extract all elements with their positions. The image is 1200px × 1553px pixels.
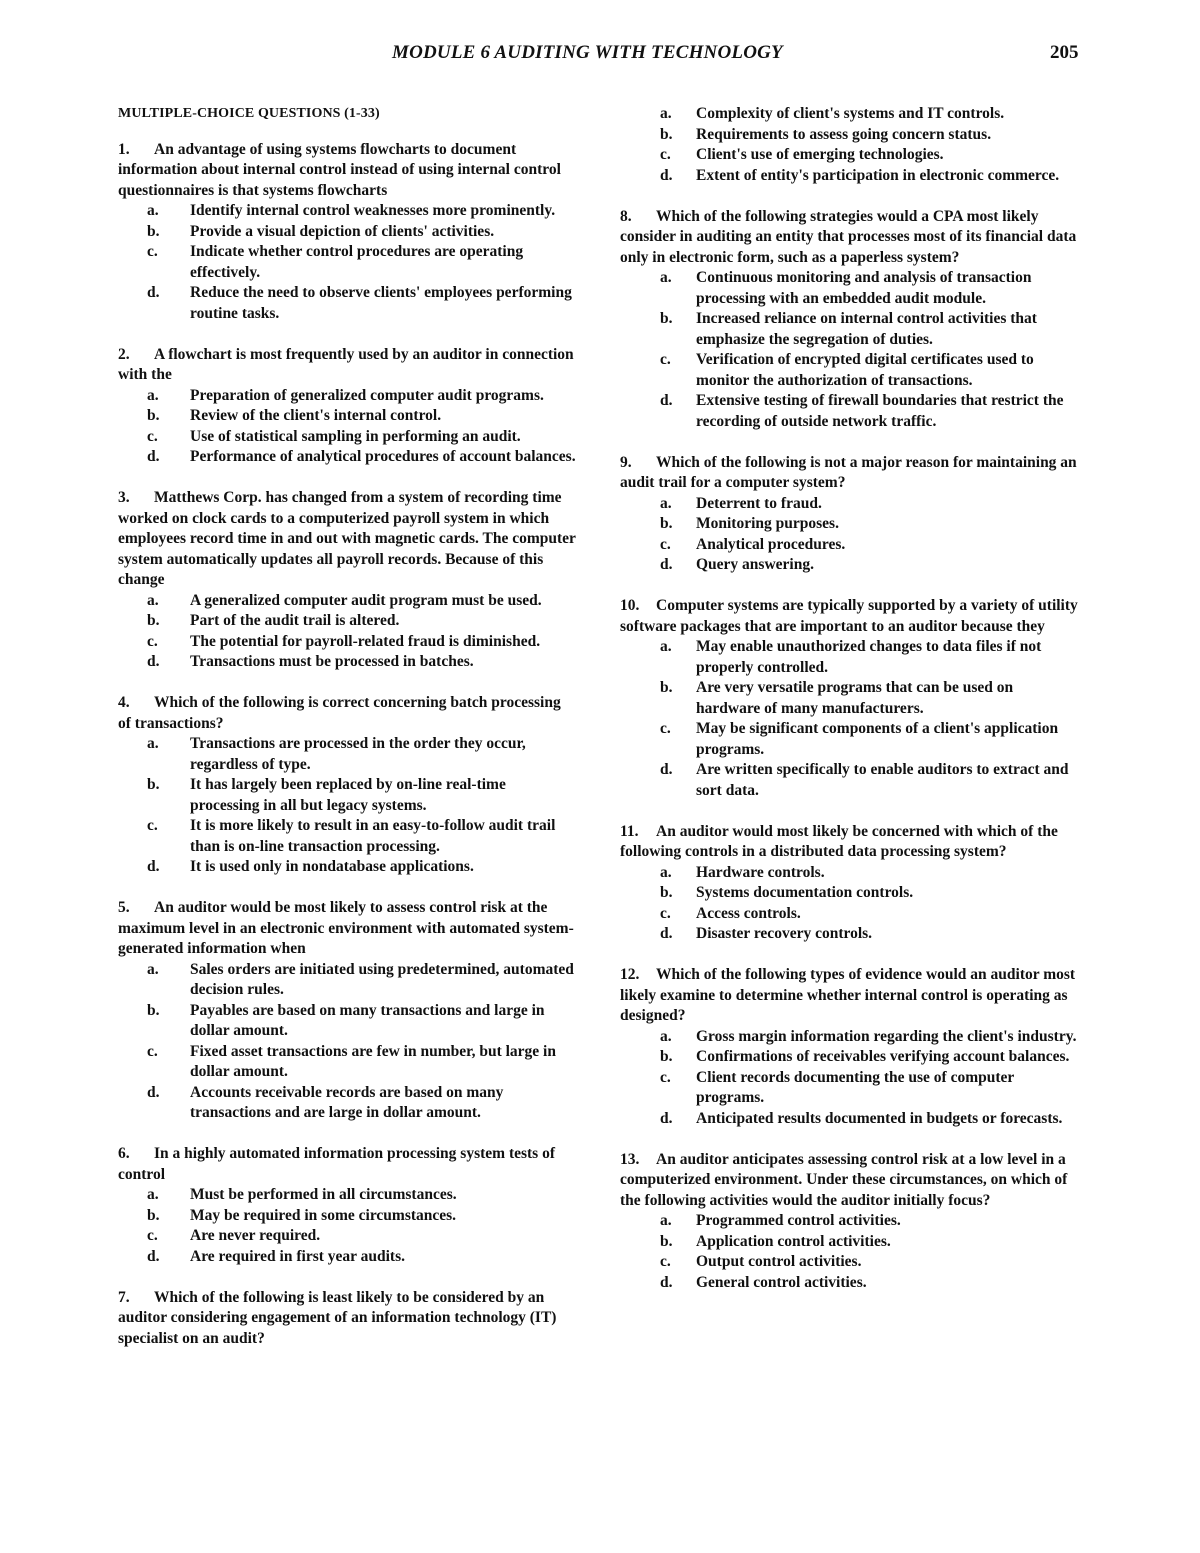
answer-options [118,960,576,1124]
option-text: Transactions are processed in the order they occur, regardless of type. [190,735,526,773]
question-stem [620,965,1080,1027]
question-number: 3. [118,489,130,506]
option-letter: c. [660,1068,671,1086]
answer-option [620,555,1080,576]
answer-option [118,283,576,324]
option-letter: b. [660,1048,673,1065]
question-stem [118,1288,576,1350]
question [620,207,1080,433]
option-letter: b. [147,1206,160,1224]
answer-option [118,427,576,448]
option-letter: c. [147,817,158,834]
answer-option [620,391,1080,432]
question [118,1288,576,1350]
answer-option [118,652,576,673]
option-text: Monitoring purposes. [696,515,839,532]
answer-options [620,637,1080,801]
question-text: Which of the following is correct concerning batch processing of transactions? [118,694,561,732]
option-text: Output control activities. [696,1253,862,1270]
question [118,1144,576,1267]
question-stem [620,596,1080,637]
question-number: 12. [620,966,640,983]
question-number: 13. [620,1150,640,1168]
option-text: It is more likely to result in an easy-to-follow audit trail than is on-line transaction processing. [190,817,556,855]
question-text: A flowchart is most frequently used by an auditor in connection with the [118,345,574,383]
option-letter: c. [660,1253,671,1270]
option-letter: d. [147,1083,160,1101]
option-letter: b. [660,884,673,901]
answer-options [118,201,576,324]
answer-options [118,591,576,673]
question [118,898,576,1124]
option-text: May enable unauthorized changes to data files if not properly controlled. [696,638,1042,676]
answer-option [620,494,1080,515]
option-text: Are required in first year audits. [190,1247,405,1265]
option-text: Are written specifically to enable auditors to extract and sort data. [696,761,1069,799]
option-text: Are never required. [190,1227,321,1244]
answer-option [620,719,1080,760]
answer-option [620,535,1080,556]
answer-option [620,904,1080,925]
option-letter: b. [147,776,160,793]
option-text: It has largely been replaced by on-line real-time processing in all but legacy systems. [190,776,506,814]
option-letter: d. [660,1109,673,1127]
option-letter: a. [147,735,159,752]
option-text: Identify internal control weaknesses more prominently. [190,202,556,219]
question [620,965,1080,1129]
answer-option [118,816,576,857]
option-text: Client records documenting the use of computer programs. [696,1068,1015,1106]
answer-option [620,637,1080,678]
option-letter: d. [660,925,673,942]
option-letter: d. [147,1247,160,1265]
answer-option [118,447,576,468]
option-letter: a. [660,105,672,122]
option-letter: a. [147,591,159,609]
question-number: 10. [620,597,640,614]
answer-option [620,760,1080,801]
answer-option [118,222,576,243]
option-text: Systems documentation controls. [696,884,914,901]
option-letter: a. [660,638,672,655]
option-text: Sales orders are initiated using predetermined, automated decision rules. [190,960,574,998]
answer-option [118,1083,576,1124]
option-letter: a. [147,1186,159,1203]
question-text: An auditor would most likely be concerned with which of the following controls in a distributed data processing system? [620,822,1058,860]
answer-option [620,1047,1080,1068]
answer-option [620,166,1080,187]
option-text: Extent of entity's participation in electronic commerce. [696,166,1060,184]
answer-option [118,242,576,283]
option-text: A generalized computer audit program must be used. [190,591,542,609]
answer-option [620,104,1080,125]
section-heading: MULTIPLE-CHOICE QUESTIONS (1-33) [118,106,380,121]
option-text: It is used only in nondatabase applications. [190,858,474,875]
option-text: Continuous monitoring and analysis of transaction processing with an embedded audit module. [696,269,1032,307]
answer-option [620,1027,1080,1048]
answer-option [118,1001,576,1042]
option-letter: b. [147,222,160,240]
question-stem [118,345,576,386]
answer-options [620,863,1080,945]
answer-options [118,1185,576,1267]
option-letter: a. [660,863,672,881]
question-text: Which of the following is least likely to be considered by an auditor considering engagement of an information technology (IT) specialist on an audit? [118,1288,557,1347]
question-stem [118,140,576,202]
question [118,693,576,878]
answer-option [118,1206,576,1227]
answer-options [620,494,1080,576]
answer-option [620,350,1080,391]
question-text: An advantage of using systems flowcharts to document information about internal control instead of using internal control questionnaires is that systems flowcharts [118,140,561,199]
option-letter: a. [660,269,672,286]
option-text: Preparation of generalized computer audit programs. [190,386,544,404]
answer-option [118,611,576,632]
answer-option [118,775,576,816]
answer-option [620,1273,1080,1294]
option-text: Client's use of emerging technologies. [696,146,944,163]
option-letter: d. [660,556,673,573]
answer-option [118,201,576,222]
answer-options [118,734,576,878]
right-column [620,104,1080,1314]
question-text: Matthews Corp. has changed from a system of recording time worked on clock cards to a computerized payroll system in which employees record time in and out with magnetic cards. The computer system automatically updates all payroll records. Because of this change [118,489,576,588]
option-text: Complexity of client's systems and IT controls. [696,105,1005,122]
option-text: Payables are based on many transactions and large in dollar amount. [190,1001,545,1039]
option-text: Use of statistical sampling in performing an audit. [190,427,521,445]
answer-option [620,1232,1080,1253]
question [118,345,576,468]
option-letter: c. [147,1227,158,1244]
question-number: 5. [118,899,130,916]
question-stem [620,453,1080,494]
option-letter: b. [147,1001,160,1019]
option-text: Fixed asset transactions are few in number, but large in dollar amount. [190,1042,556,1080]
option-letter: d. [660,761,673,778]
question-text: Computer systems are typically supported by a variety of utility software packages that are important to an auditor because they [620,597,1078,635]
question-stem [118,488,576,591]
answer-option [118,632,576,653]
answer-option [118,406,576,427]
option-letter: c. [147,1042,158,1060]
answer-options [620,1211,1080,1293]
option-letter: b. [660,515,673,532]
answer-options [620,1027,1080,1130]
question-text: Which of the following is not a major reason for maintaining an audit trail for a computer system? [620,453,1077,491]
answer-option [118,1247,576,1268]
answer-option [620,924,1080,945]
answer-option [118,1226,576,1247]
option-text: Disaster recovery controls. [696,925,873,942]
running-title: MODULE 6 AUDITING WITH TECHNOLOGY [392,42,783,63]
question-text: An auditor would be most likely to assess control risk at the maximum level in an electronic environment with automated system-generated information when [118,899,574,957]
question-stem [620,207,1080,269]
option-text: May be required in some circumstances. [190,1206,457,1224]
question-text: Which of the following strategies would a CPA most likely consider in auditing an entity that processes most of its financial data only in electronic form, such as a paperless system? [620,207,1077,266]
left-question-list [118,140,576,1350]
question-text: An auditor anticipates assessing control risk at a low level in a computerized environment. Under these circumstances, on which of the following activities would the auditor initially focus? [620,1150,1068,1209]
question [620,453,1080,576]
option-letter: d. [660,392,673,409]
option-text: Analytical procedures. [696,535,846,553]
option-letter: c. [660,351,671,368]
option-text: Review of the client's internal control. [190,407,442,424]
option-text: Gross margin information regarding the client's industry. [696,1027,1077,1045]
option-text: Anticipated results documented in budgets or forecasts. [696,1109,1063,1127]
option-letter: b. [660,1232,673,1250]
question [620,1150,1080,1294]
option-letter: c. [147,427,158,445]
option-text: Part of the audit trail is altered. [190,612,400,629]
question-number: 6. [118,1145,130,1162]
option-letter: a. [147,960,159,978]
question-number: 7. [118,1288,130,1306]
question-text: In a highly automated information processing system tests of control [118,1145,555,1183]
question [620,104,1080,186]
answer-option [620,145,1080,166]
option-letter: a. [147,202,159,219]
question-stem [620,822,1080,863]
option-text: Programmed control activities. [696,1212,901,1229]
option-text: Query answering. [696,556,814,573]
option-letter: b. [147,407,160,424]
page-number: 205 [1050,42,1079,63]
answer-option [118,591,576,612]
answer-option [620,1211,1080,1232]
question-stem [118,898,576,960]
answer-option [620,863,1080,884]
question [118,488,576,673]
left-column [118,104,576,1370]
option-text: Are very versatile programs that can be used on hardware of many manufacturers. [696,679,1014,717]
option-letter: c. [147,632,158,650]
answer-options [118,386,576,468]
question-number: 8. [620,207,632,225]
option-text: Access controls. [696,904,801,922]
question-number: 11. [620,822,639,840]
question-number: 2. [118,345,130,363]
option-letter: c. [660,720,671,737]
answer-option [620,1068,1080,1109]
answer-option [118,734,576,775]
answer-option [118,1185,576,1206]
option-text: Transactions must be processed in batches. [190,653,474,670]
option-letter: b. [660,125,673,143]
option-text: Increased reliance on internal control activities that emphasize the segregation of duties. [696,310,1037,348]
option-letter: a. [660,494,672,512]
option-text: May be significant components of a client's application programs. [696,720,1059,758]
option-text: Extensive testing of firewall boundaries that restrict the recording of outside network traffic. [696,392,1064,430]
option-letter: c. [660,146,671,163]
option-text: Confirmations of receivables verifying account balances. [696,1048,1070,1065]
option-letter: d. [147,448,160,465]
option-letter: a. [660,1027,672,1045]
answer-options [620,268,1080,432]
right-question-list [620,104,1080,1293]
option-letter: a. [147,386,159,404]
answer-options [620,104,1080,186]
question [118,140,576,325]
option-text: Deterrent to fraud. [696,494,822,512]
option-text: General control activities. [696,1273,867,1291]
answer-option [118,857,576,878]
option-letter: c. [660,904,671,922]
option-text: Application control activities. [696,1232,891,1250]
question-text: Which of the following types of evidence would an auditor most likely examine to determine whether internal control is operating as designed? [620,966,1076,1024]
question-stem [118,693,576,734]
option-text: Provide a visual depiction of clients' activities. [190,222,495,240]
option-text: Verification of encrypted digital certificates used to monitor the authorization of transactions. [696,351,1034,389]
question-number: 9. [620,453,632,471]
answer-option [620,1252,1080,1273]
option-letter: b. [660,679,673,696]
question-stem [620,1150,1080,1212]
option-letter: b. [147,612,160,629]
answer-option [620,678,1080,719]
option-letter: d. [660,1273,673,1291]
option-text: Requirements to assess going concern status. [696,125,992,143]
answer-option [620,514,1080,535]
question-stem [118,1144,576,1185]
page-header [0,42,1200,72]
option-text: Reduce the need to observe clients' employees performing routine tasks. [190,284,572,322]
option-letter: d. [147,858,160,875]
option-letter: a. [660,1212,672,1229]
question [620,596,1080,801]
answer-option [620,125,1080,146]
answer-option [620,883,1080,904]
option-text: Must be performed in all circumstances. [190,1186,457,1203]
option-letter: c. [660,535,671,553]
answer-option [118,386,576,407]
answer-option [620,309,1080,350]
answer-option [118,960,576,1001]
answer-option [620,1109,1080,1130]
option-letter: c. [147,243,158,260]
question-number: 1. [118,140,130,158]
answer-option [118,1042,576,1083]
option-text: Performance of analytical procedures of account balances. [190,448,576,465]
option-text: Indicate whether control procedures are operating effectively. [190,243,524,281]
option-text: Hardware controls. [696,863,825,881]
option-letter: d. [660,166,673,184]
question [620,822,1080,945]
question-number: 4. [118,694,130,711]
option-letter: d. [147,284,160,301]
option-text: Accounts receivable records are based on many transactions and are large in dollar amount. [190,1083,504,1121]
option-letter: d. [147,653,160,670]
answer-option [620,268,1080,309]
option-text: The potential for payroll-related fraud is diminished. [190,632,541,650]
option-letter: b. [660,310,673,327]
